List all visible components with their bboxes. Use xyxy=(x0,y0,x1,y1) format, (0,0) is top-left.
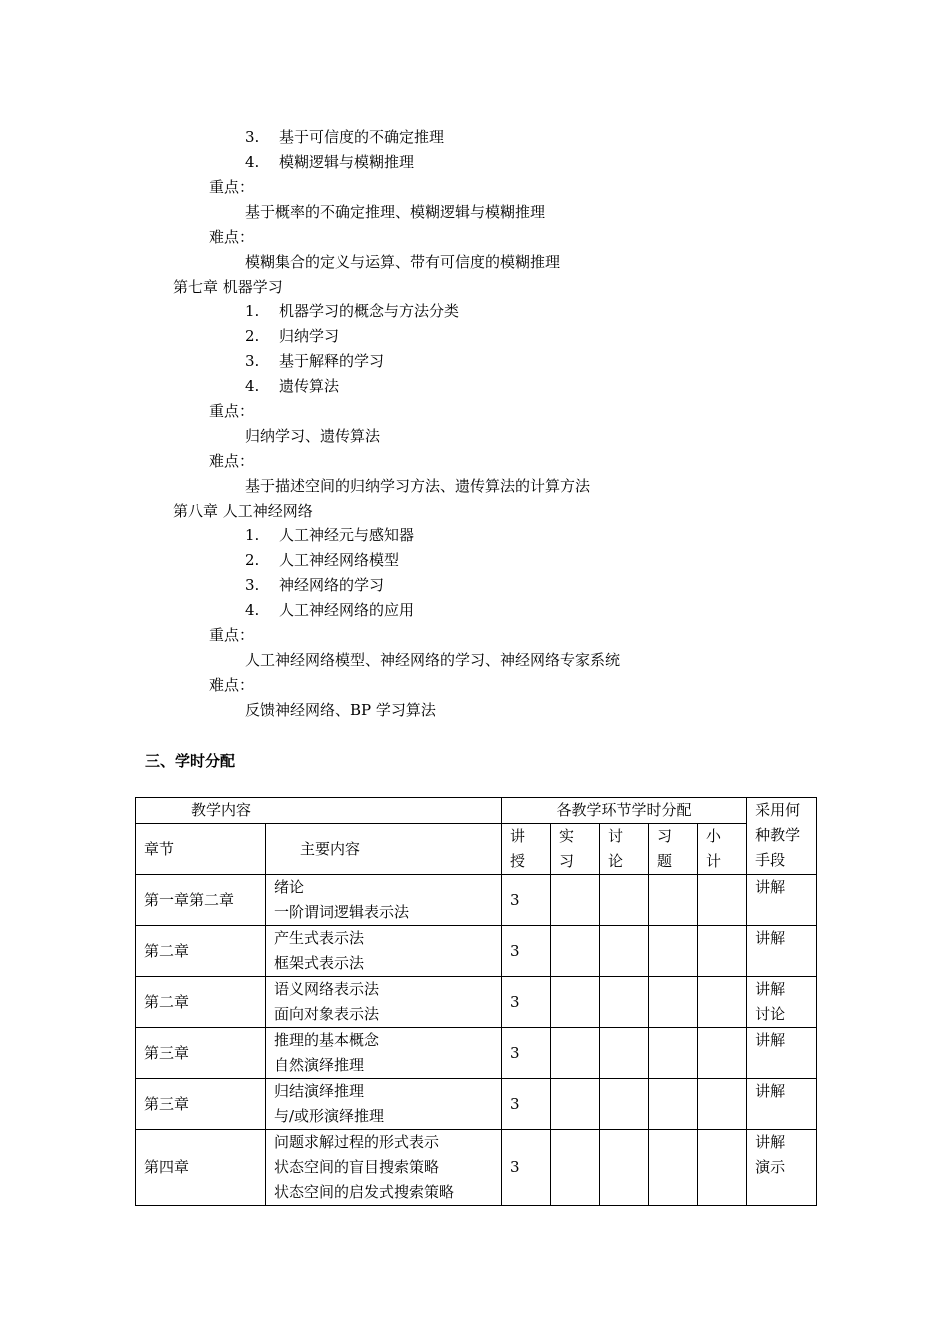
row-subtotal-hours xyxy=(698,1130,747,1206)
list-item: 1. 机器学习的概念与方法分类 xyxy=(245,302,460,320)
row-discussion-hours xyxy=(600,926,649,977)
row-lecture-hours: 3 xyxy=(502,926,551,977)
row-chapter: 第二章 xyxy=(136,977,266,1028)
header-teaching-content: 教学内容 xyxy=(136,798,502,824)
row-practice-hours xyxy=(551,977,600,1028)
header-subtotal: 小 计 xyxy=(698,824,747,875)
list-item: 4. 人工神经网络的应用 xyxy=(245,601,415,619)
header-lecture: 讲 授 xyxy=(502,824,551,875)
list-item: 3. 基于可信度的不确定推理 xyxy=(245,128,445,146)
row-method: 讲解 xyxy=(747,926,817,977)
row-subtotal-hours xyxy=(698,875,747,926)
header-discussion: 讨 论 xyxy=(600,824,649,875)
row-exercise-hours xyxy=(649,926,698,977)
chapter-title: 第七章 机器学习 xyxy=(173,278,283,296)
row-lecture-hours: 3 xyxy=(502,977,551,1028)
hours-table xyxy=(135,797,817,1206)
row-exercise-hours xyxy=(649,1130,698,1206)
table-header-row xyxy=(136,824,817,875)
header-teaching-method: 采用何 种教学 手段 xyxy=(747,798,817,875)
row-content: 产生式表示法 框架式表示法 xyxy=(266,926,502,977)
row-chapter: 第二章 xyxy=(136,926,266,977)
list-item: 3. 基于解释的学习 xyxy=(245,352,385,370)
chapter-title: 第八章 人工神经网络 xyxy=(173,502,313,520)
table-row xyxy=(136,977,817,1028)
header-hours-allocation: 各教学环节学时分配 xyxy=(502,798,747,824)
difficulty-label: 难点： xyxy=(209,452,255,470)
row-chapter: 第三章 xyxy=(136,1079,266,1130)
key-points-label: 重点： xyxy=(209,402,255,420)
row-lecture-hours: 3 xyxy=(502,1130,551,1206)
row-discussion-hours xyxy=(600,1130,649,1206)
header-exercise: 习 题 xyxy=(649,824,698,875)
row-content: 推理的基本概念 自然演绎推理 xyxy=(266,1028,502,1079)
row-method: 讲解 xyxy=(747,875,817,926)
header-main-content: 主要内容 xyxy=(266,824,502,875)
row-practice-hours xyxy=(551,875,600,926)
key-points-label: 重点： xyxy=(209,626,255,644)
row-exercise-hours xyxy=(649,977,698,1028)
header-chapter: 章节 xyxy=(136,824,266,875)
row-content: 归结演绎推理 与/或形演绎推理 xyxy=(266,1079,502,1130)
list-item: 2. 人工神经网络模型 xyxy=(245,551,400,569)
table-header-row xyxy=(136,798,817,824)
difficulty-label: 难点： xyxy=(209,676,255,694)
row-method: 讲解 讨论 xyxy=(747,977,817,1028)
key-points-text: 归纳学习、遗传算法 xyxy=(245,427,381,445)
difficulty-text: 反馈神经网络、BP 学习算法 xyxy=(245,701,436,719)
row-discussion-hours xyxy=(600,875,649,926)
header-practice: 实 习 xyxy=(551,824,600,875)
table-row xyxy=(136,926,817,977)
list-item: 4. 模糊逻辑与模糊推理 xyxy=(245,153,415,171)
difficulty-text: 基于描述空间的归纳学习方法、遗传算法的计算方法 xyxy=(245,477,591,495)
row-method: 讲解 xyxy=(747,1028,817,1079)
row-exercise-hours xyxy=(649,1079,698,1130)
row-method: 讲解 演示 xyxy=(747,1130,817,1206)
row-practice-hours xyxy=(551,1079,600,1130)
row-subtotal-hours xyxy=(698,926,747,977)
row-subtotal-hours xyxy=(698,1028,747,1079)
row-practice-hours xyxy=(551,926,600,977)
row-chapter: 第三章 xyxy=(136,1028,266,1079)
row-exercise-hours xyxy=(649,1028,698,1079)
table-row xyxy=(136,1028,817,1079)
difficulty-text: 模糊集合的定义与运算、带有可信度的模糊推理 xyxy=(245,253,561,271)
row-discussion-hours xyxy=(600,977,649,1028)
key-points-text: 基于概率的不确定推理、模糊逻辑与模糊推理 xyxy=(245,203,546,221)
row-method: 讲解 xyxy=(747,1079,817,1130)
list-item: 1. 人工神经元与感知器 xyxy=(245,526,415,544)
row-discussion-hours xyxy=(600,1028,649,1079)
row-practice-hours xyxy=(551,1130,600,1206)
row-exercise-hours xyxy=(649,875,698,926)
key-points-text: 人工神经网络模型、神经网络的学习、神经网络专家系统 xyxy=(245,651,621,669)
row-lecture-hours: 3 xyxy=(502,1079,551,1130)
section-heading: 三、学时分配 xyxy=(145,752,236,770)
row-lecture-hours: 3 xyxy=(502,1028,551,1079)
key-points-label: 重点： xyxy=(209,178,255,196)
list-item: 2. 归纳学习 xyxy=(245,327,340,345)
difficulty-label: 难点： xyxy=(209,228,255,246)
row-discussion-hours xyxy=(600,1079,649,1130)
list-item: 4. 遗传算法 xyxy=(245,377,340,395)
row-practice-hours xyxy=(551,1028,600,1079)
row-chapter: 第一章第二章 xyxy=(136,875,266,926)
row-chapter: 第四章 xyxy=(136,1130,266,1206)
table-row xyxy=(136,1130,817,1206)
list-item: 3. 神经网络的学习 xyxy=(245,576,385,594)
table-row xyxy=(136,875,817,926)
row-content: 绪论 一阶谓词逻辑表示法 xyxy=(266,875,502,926)
row-content: 问题求解过程的形式表示 状态空间的盲目搜索策略 状态空间的启发式搜索策略 xyxy=(266,1130,502,1206)
row-subtotal-hours xyxy=(698,1079,747,1130)
row-content: 语义网络表示法 面向对象表示法 xyxy=(266,977,502,1028)
row-subtotal-hours xyxy=(698,977,747,1028)
row-lecture-hours: 3 xyxy=(502,875,551,926)
table-row xyxy=(136,1079,817,1130)
